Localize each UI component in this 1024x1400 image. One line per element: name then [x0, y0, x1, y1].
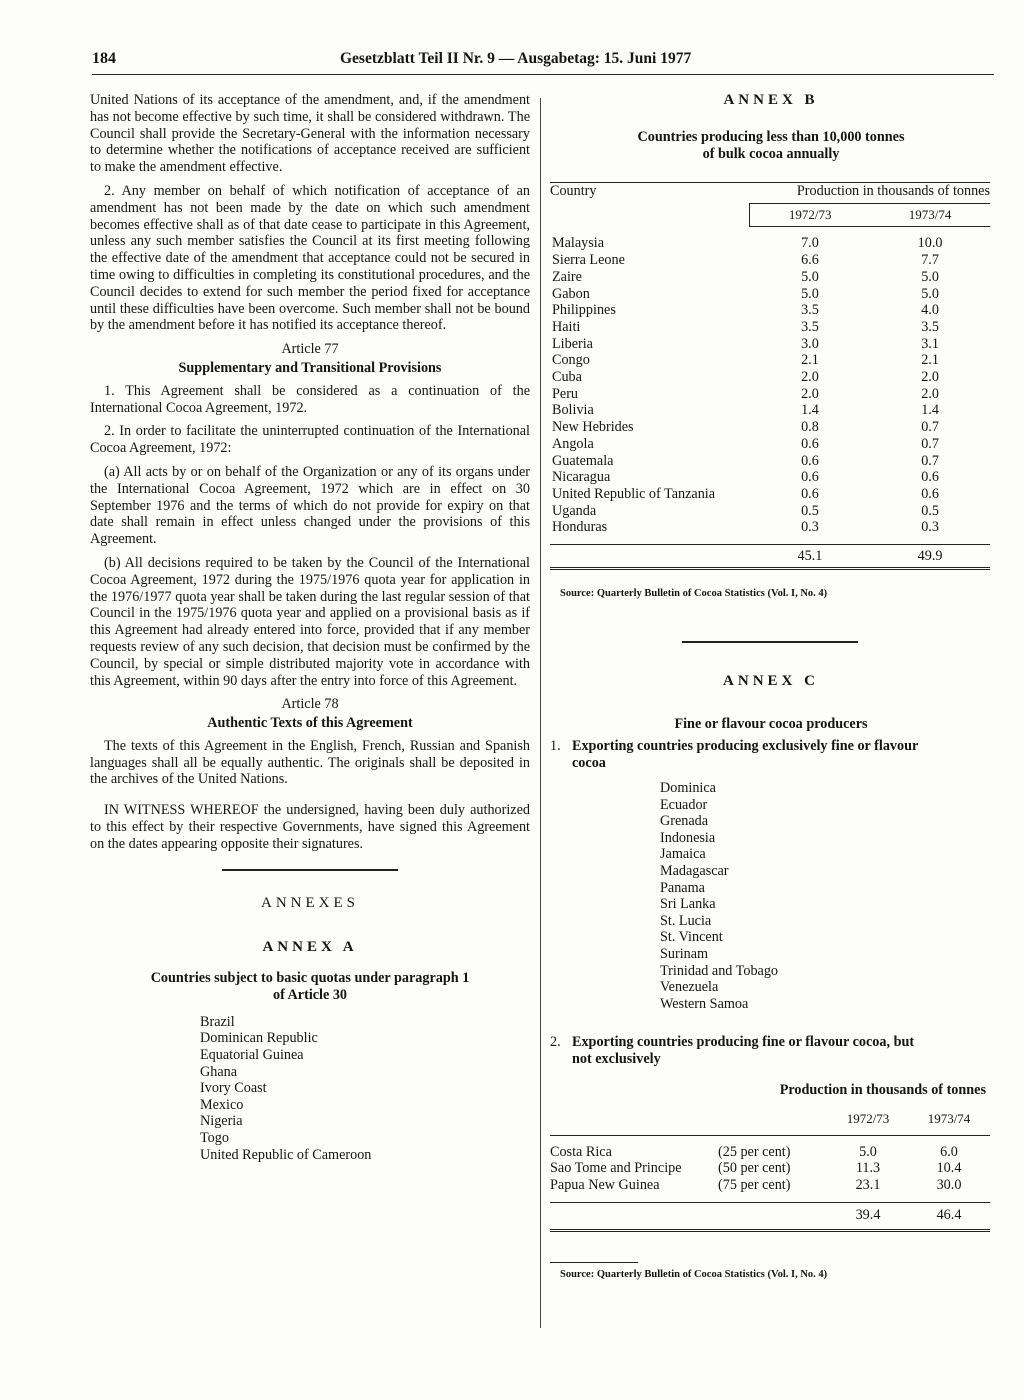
annex-c-table-body [550, 1144, 990, 1194]
country-cell: Zaire [552, 268, 582, 285]
table-row [550, 252, 990, 269]
country-cell: Cuba [552, 369, 582, 386]
value-cell: 0.5 [921, 502, 939, 519]
production-heading: Production in thousands of tonnes [779, 1081, 986, 1098]
value-cell: 0.6 [801, 469, 819, 486]
table-row [550, 386, 990, 403]
value-cell: 0.6 [921, 469, 939, 486]
col-production-header: Production in thousands of tonnes [750, 183, 990, 204]
value-cell: 1.4 [921, 402, 939, 419]
value-cell: 0.6 [801, 485, 819, 502]
subsection-text: Exporting countries producing exclusively fine or flavour [572, 738, 919, 755]
value-cell: 2.0 [921, 369, 939, 386]
value-cell: 10.4 [936, 1160, 962, 1177]
annex-c-subsection-2 [550, 1034, 992, 1068]
year-header: 1972/73 [750, 204, 870, 227]
total-value: 39.4 [828, 1202, 908, 1230]
annex-a-country-list [200, 1014, 530, 1163]
country-cell: Uganda [552, 502, 597, 519]
list-item: Nigeria [200, 1113, 243, 1130]
share-cell: (75 per cent) [718, 1177, 791, 1194]
value-cell: 7.7 [921, 252, 939, 269]
paragraph: 2. Any member on behalf of which notification of acceptance of an amendment has not been made by the date on which such amendment becomes effective shall as of that date cease to participate in this Agreement, unless any such member satisfies the Council at its first meeting following the effective date of the amendment that acceptance could not be secured in time owing to difficulties in completing its constitutional procedures, and the Council decides to extend for such member the period fixed for acceptance until these difficulties have been overcome. Such member shall not be bound by the amendment before it has notified its acceptance thereof. [90, 182, 530, 334]
table-row [550, 469, 990, 486]
source-text: Quarterly Bulletin of Cocoa Statistics (Vol. I, No. 4) [596, 1268, 828, 1280]
country-cell: Honduras [552, 519, 608, 536]
table-row [550, 503, 990, 520]
article-number: Article 77 [281, 341, 339, 358]
gazette-title: Gesetzblatt Teil II Nr. 9 — Ausgabetag: 15. Juni 1977 [340, 50, 692, 67]
value-cell: 1.4 [801, 402, 819, 419]
list-item: Surinam [660, 945, 709, 962]
country-cell: Bolivia [552, 402, 594, 419]
subsection-text: Exporting countries producing fine or flavour cocoa, but [572, 1034, 915, 1051]
source-rule [550, 1262, 638, 1263]
country-cell: Haiti [552, 318, 581, 335]
source-note [560, 586, 992, 603]
country-cell: Philippines [552, 302, 616, 319]
source-label: Source: [560, 1268, 595, 1280]
page-number: 184 [92, 50, 116, 67]
annex-c-table [550, 1105, 990, 1232]
country-cell: Sierra Leone [552, 252, 625, 269]
paragraph: 2. In order to facilitate the uninterrupted continuation of the International Cocoa Agreement, 1972: [90, 423, 530, 457]
value-cell: 2.1 [921, 352, 939, 369]
subsection-text-cont: not exclusively [572, 1051, 661, 1068]
value-cell: 0.6 [801, 452, 819, 469]
total-value: 46.4 [908, 1202, 990, 1230]
table-row [550, 1177, 990, 1194]
value-cell: 5.0 [801, 268, 819, 285]
value-cell: 0.3 [921, 519, 939, 536]
table-row [550, 1160, 990, 1177]
share-cell: (25 per cent) [718, 1143, 791, 1160]
table-row [550, 402, 990, 419]
country-cell: Sao Tome and Principe [550, 1160, 682, 1177]
article-number: Article 78 [281, 696, 339, 713]
value-cell: 2.1 [801, 352, 819, 369]
list-item: Dominican Republic [200, 1030, 318, 1047]
subsection-number: 1. [550, 738, 561, 755]
paragraph: United Nations of its acceptance of the amendment, and, if the amendment has not become effective by such time, it shall be considered withdrawn. The Council shall provide the Secretary-General with the information necessary to determine whether the notifications of acceptance received are sufficient to make the amendment effective. [90, 92, 530, 176]
value-cell: 0.6 [921, 485, 939, 502]
value-cell: 6.0 [940, 1143, 958, 1160]
year-header: 1973/74 [870, 204, 990, 227]
list-item: Equatorial Guinea [200, 1047, 304, 1064]
table-row [550, 486, 990, 503]
total-value: 49.9 [870, 545, 990, 569]
annex-c-heading: ANNEX C [723, 672, 819, 689]
table-row [550, 519, 990, 536]
witness-paragraph: IN WITNESS WHEREOF the undersigned, having been duly authorized to this effect by their respective Governments, have signed this Agreement on the dates appearing opposite their signatures. [90, 802, 530, 852]
list-item: Togo [200, 1130, 229, 1147]
country-cell: Angola [552, 435, 594, 452]
value-cell: 2.0 [801, 369, 819, 386]
table-row [550, 235, 990, 252]
list-item: Jamaica [660, 846, 706, 863]
left-column [90, 92, 530, 1163]
value-cell: 0.5 [801, 502, 819, 519]
paragraph: (a) All acts by or on behalf of the Organization or any of its organs under the International Cocoa Agreement, 1972 which are in effect on 30 September 1976 and the terms of which do not provide for expiry on that date shall remain in effect unless changed under the provisions of this Agreement. [90, 463, 530, 548]
table-row [550, 436, 990, 453]
paragraph: 1. This Agreement shall be considered as a continuation of the International Cocoa Agreement, 1972. [90, 382, 530, 416]
list-item: United Republic of Cameroon [200, 1146, 372, 1163]
value-cell: 0.7 [921, 435, 939, 452]
article-title: Supplementary and Transitional Provisions [178, 359, 442, 376]
value-cell: 3.0 [801, 335, 819, 352]
column-divider [540, 98, 541, 1328]
list-item: Panama [660, 879, 705, 896]
country-cell: New Hebrides [552, 419, 634, 436]
annex-b-caption [550, 129, 992, 163]
source-text: Quarterly Bulletin of Cocoa Statistics (Vol. I, No. 4) [596, 588, 828, 600]
country-cell: Peru [552, 385, 579, 402]
value-cell: 0.7 [921, 419, 939, 436]
caption-line: Countries subject to basic quotas under paragraph 1 [150, 970, 470, 987]
list-item: St. Vincent [660, 929, 723, 946]
value-cell: 5.0 [859, 1143, 877, 1160]
page-header [92, 50, 994, 72]
country-cell: Congo [552, 352, 590, 369]
value-cell: 11.3 [855, 1160, 881, 1177]
header-rule [92, 74, 994, 75]
value-cell: 0.3 [801, 519, 819, 536]
value-cell: 3.1 [921, 335, 939, 352]
value-cell: 3.5 [801, 302, 819, 319]
annex-b-heading: ANNEX B [723, 92, 819, 108]
subsection-number: 2. [550, 1034, 561, 1051]
list-item: Madagascar [660, 863, 729, 879]
table-row [550, 336, 990, 353]
table-row [550, 419, 990, 436]
table-row [550, 319, 990, 336]
country-cell: United Republic of Tanzania [552, 485, 716, 502]
table-years-row [550, 1105, 990, 1136]
list-item: Ivory Coast [200, 1080, 267, 1097]
col-country-header: Country [550, 183, 750, 204]
list-item: Mexico [200, 1096, 244, 1113]
value-cell: 5.0 [921, 285, 939, 302]
paragraph: The texts of this Agreement in the English, French, Russian and Spanish languages shall all be equally authentic. The originals shall be deposited in the archives of the United Nations. [90, 737, 530, 788]
year-header: 1973/74 [908, 1105, 990, 1136]
country-cell: Nicaragua [552, 469, 611, 486]
value-cell: 7.0 [801, 235, 819, 252]
value-cell: 2.0 [921, 385, 939, 402]
value-cell: 4.0 [921, 302, 939, 319]
table-row [550, 269, 990, 286]
country-cell: Gabon [552, 285, 590, 302]
country-cell: Guatemala [552, 452, 614, 469]
value-cell: 0.6 [801, 435, 819, 452]
value-cell: 3.5 [921, 318, 939, 335]
country-cell: Liberia [552, 335, 593, 352]
source-note [560, 1267, 992, 1284]
list-item: Dominica [660, 780, 716, 797]
country-cell: Malaysia [552, 235, 605, 252]
annex-b-table-body [550, 235, 990, 536]
table-row [550, 453, 990, 470]
value-cell: 0.7 [921, 452, 939, 469]
caption-line: Countries producing less than 10,000 tonnes [637, 128, 905, 145]
article-title: Authentic Texts of this Agreement [207, 715, 413, 732]
subsection-text-cont: cocoa [572, 755, 606, 772]
caption-line: of Article 30 [272, 987, 348, 1004]
table-total-row [550, 545, 990, 569]
table-row [550, 369, 990, 386]
value-cell: 0.8 [801, 419, 819, 436]
annexes-heading: ANNEXES [261, 894, 359, 911]
list-item: Ecuador [660, 796, 708, 813]
fine-cocoa-country-list [660, 780, 992, 1012]
caption-line: of bulk cocoa annually [702, 145, 840, 162]
paragraph: (b) All decisions required to be taken by the Council of the International Cocoa Agreement, 1972 during the 1975/1976 quota year for application in the 1976/1977 quota year shall be taken during the last regular session of that Council in the 1975/1976 quota year and applied on a provisional basis as if this Agreement had already entered into force, provided that if any member requests review of any such decision, that decision must be confirmed by the Council, by special or simple distributed majority vote in accordance with this Agreement, within 90 days after the entry into force of this Agreement. [90, 554, 530, 689]
year-header: 1972/73 [828, 1105, 908, 1136]
value-cell: 5.0 [921, 268, 939, 285]
section-divider [222, 869, 398, 871]
list-item: Sri Lanka [660, 896, 716, 913]
value-cell: 30.0 [936, 1177, 962, 1194]
value-cell: 10.0 [917, 235, 943, 252]
list-item: Grenada [660, 813, 709, 830]
share-cell: (50 per cent) [718, 1160, 791, 1177]
table-header-row [550, 183, 990, 204]
list-item: Ghana [200, 1063, 238, 1080]
country-cell: Costa Rica [550, 1143, 612, 1160]
total-value: 45.1 [750, 545, 870, 569]
list-item: St. Lucia [660, 912, 712, 929]
annex-c-subsection-1 [550, 738, 992, 772]
value-cell: 6.6 [801, 252, 819, 269]
value-cell: 23.1 [855, 1177, 881, 1194]
value-cell: 5.0 [801, 285, 819, 302]
table-row [550, 286, 990, 303]
table-years-row [550, 204, 990, 227]
table-row [550, 1144, 990, 1161]
source-label: Source: [560, 588, 595, 600]
list-item: Venezuela [660, 979, 719, 996]
section-divider [682, 641, 858, 643]
value-cell: 3.5 [801, 318, 819, 335]
list-item: Brazil [200, 1013, 235, 1030]
list-item: Indonesia [660, 829, 716, 846]
table-row [550, 302, 990, 319]
annex-b-table [550, 182, 990, 570]
list-item: Trinidad and Tobago [660, 962, 779, 979]
annex-c-caption: Fine or flavour cocoa producers [674, 715, 868, 732]
table-total-row [550, 1202, 990, 1230]
value-cell: 2.0 [801, 385, 819, 402]
annex-a-caption [90, 970, 530, 1004]
table-row [550, 352, 990, 369]
list-item: Western Samoa [660, 995, 749, 1012]
annex-a-heading: ANNEX A [262, 939, 358, 956]
country-cell: Papua New Guinea [550, 1177, 660, 1194]
right-column [550, 92, 992, 1284]
